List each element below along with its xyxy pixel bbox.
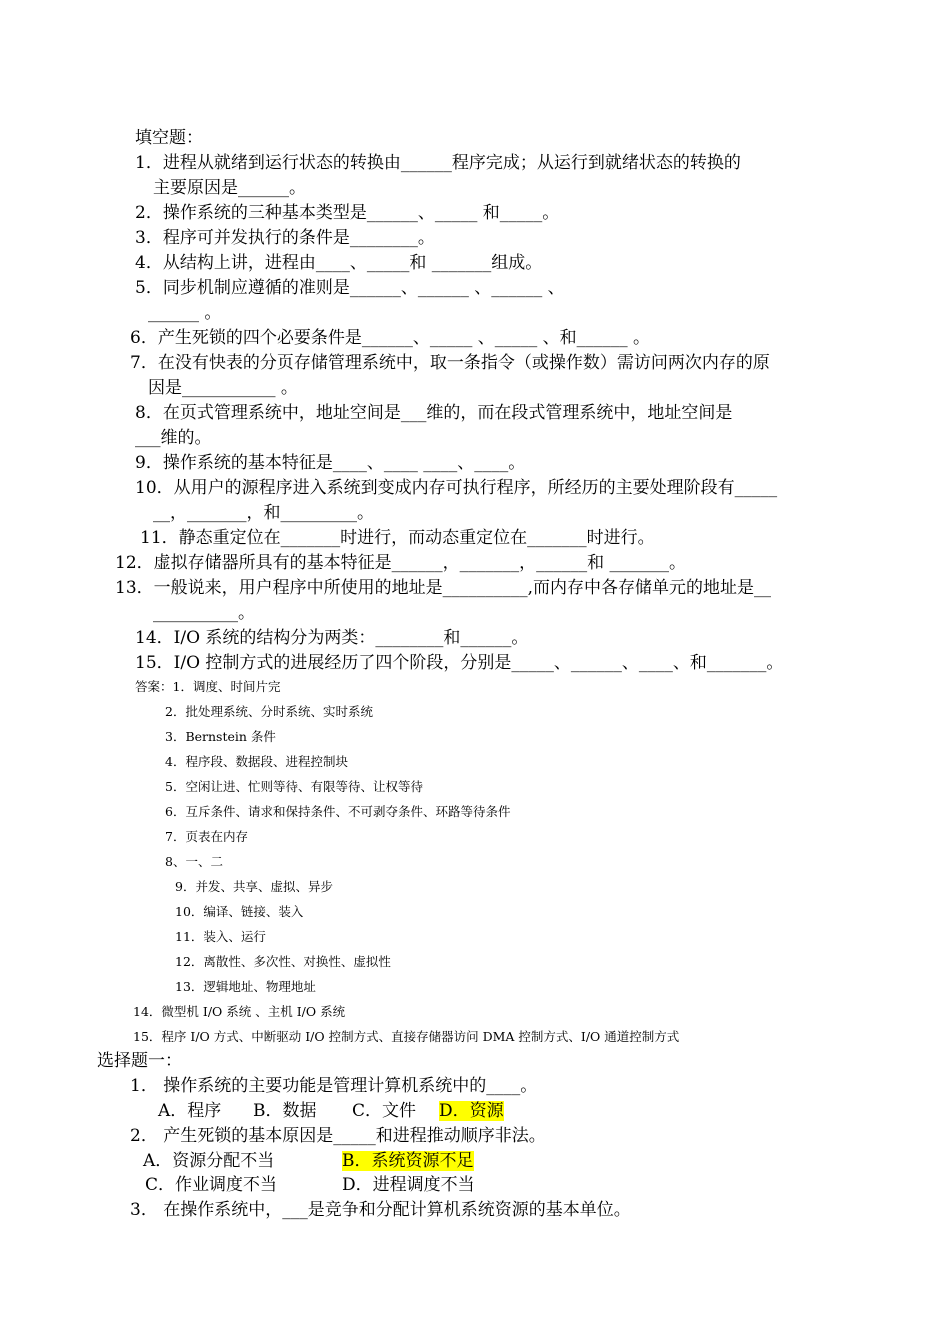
answer-5: 5．空闲让进、忙则等待、有限等待、让权等待 [165,779,423,794]
q1-option-d [439,1099,504,1123]
answer-4: 4．程序段、数据段、进程控制块 [165,754,348,769]
answer-7: 7．页表在内存 [165,829,248,844]
answer-13: 13．逻辑地址、物理地址 [175,979,316,994]
fill-question-12: 12．虚拟存储器所具有的基本特征是______，_______，______和 _______。 [115,553,687,573]
fill-question-11: 11．静态重定位在_______时进行，而动态重定位在_______时进行。 [140,528,655,548]
fill-question-8-cont: ___维的。 [135,428,212,448]
answer-6: 6．互斥条件、请求和保持条件、不可剥夺条件、环路等待条件 [165,804,511,819]
fill-question-13-cont: __________。 [153,603,255,623]
choice-question-3: 3． 在操作系统中，___是竞争和分配计算机系统资源的基本单位。 [130,1200,631,1220]
choice-question-1: 1． 操作系统的主要功能是管理计算机系统中的____。 [130,1076,538,1096]
q1-option-a: A．程序 [158,1101,222,1121]
answer-12: 12．离散性、多次性、对换性、虚拟性 [175,954,391,969]
fill-question-2: 2．操作系统的三种基本类型是______、_____ 和_____。 [135,203,560,223]
fill-question-4: 4．从结构上讲，进程由____、_____和 _______组成。 [135,253,543,273]
answer-2: 2．批处理系统、分时系统、实时系统 [165,704,373,719]
q1-option-c: C．文件 [352,1101,417,1121]
fill-question-3: 3．程序可并发执行的条件是________。 [135,228,435,248]
fill-question-14: 14．I/O 系统的结构分为两类：________和______。 [135,628,529,648]
answer-11: 11．装入、运行 [175,929,266,944]
q2-option-d: D．进程调度不当 [342,1175,475,1195]
q2-option-b [342,1149,474,1173]
q2-option-c: C．作业调度不当 [145,1175,278,1195]
choice-question-2: 2． 产生死锁的基本原因是_____和进程推动顺序非法。 [130,1126,546,1146]
answer-3: 3．Bernstein 条件 [165,729,276,744]
q2-option-a: A．资源分配不当 [143,1151,275,1171]
answer-1: 答案：1．调度、时间片完 [135,679,281,694]
choice-section-title: 选择题一： [97,1051,182,1071]
fill-question-8: 8．在页式管理系统中，地址空间是___维的，而在段式管理系统中，地址空间是 [135,403,733,423]
answer-15: 15．程序 I/O 方式、中断驱动 I/O 控制方式、直接存储器访问 DMA 控制方式、I/O 通道控制方式 [133,1029,680,1044]
fill-question-5-cont: ______ 。 [148,303,222,323]
fill-question-5: 5．同步机制应遵循的准则是______、______ 、______ 、 [135,278,565,298]
q1-option-b: B．数据 [253,1101,317,1121]
fill-question-1: 1．进程从就绪到运行状态的转换由______程序完成；从运行到就绪状态的转换的 [135,153,741,173]
fill-question-9: 9．操作系统的基本特征是____、____ ____、____。 [135,453,526,473]
q1-answer-highlight: D．资源 [439,1101,504,1121]
fill-question-13: 13．一般说来，用户程序中所使用的地址是__________,而内存中各存储单元的地址是__ [115,578,772,598]
fill-question-10-cont: __，_______，和_________。 [153,503,374,523]
fill-question-15: 15．I/O 控制方式的进展经历了四个阶段，分别是_____、______、____、和_______。 [135,653,784,673]
fill-question-1-cont: 主要原因是______。 [153,178,306,198]
fill-question-6: 6．产生死锁的四个必要条件是______、_____ 、_____ 、和______ 。 [130,328,651,348]
fill-question-10: 10．从用户的源程序进入系统到变成内存可执行程序，所经历的主要处理阶段有_____ [135,478,778,498]
fill-question-7-cont: 因是___________ 。 [148,378,298,398]
answer-9: 9．并发、共享、虚拟、异步 [175,879,333,894]
fill-question-7: 7．在没有快表的分页存储管理系统中，取一条指令（或操作数）需访问两次内存的原 [130,353,770,373]
answer-8: 8、一、二 [165,854,223,869]
fill-section-title: 填空题： [135,128,203,148]
q2-answer-highlight: B．系统资源不足 [342,1151,474,1171]
answer-14: 14．微型机 I/O 系统 、主机 I/O 系统 [133,1004,346,1019]
answer-10: 10．编译、链接、装入 [175,904,304,919]
